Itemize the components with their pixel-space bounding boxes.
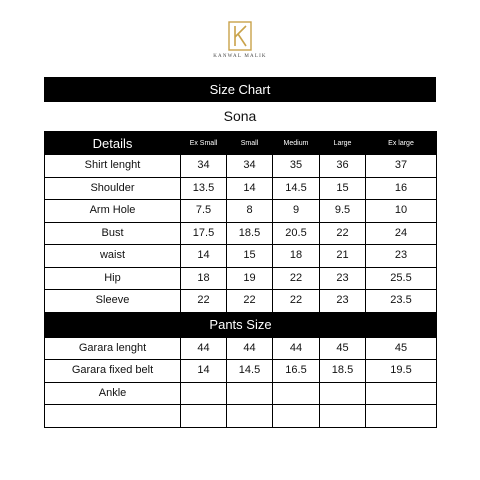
- measurement-cell: 44: [181, 337, 227, 360]
- table-row: [45, 200, 437, 223]
- measurement-cell: 14: [181, 245, 227, 268]
- measurement-cell: 21: [320, 245, 366, 268]
- measurement-cell: 37: [366, 155, 437, 178]
- measurement-cell: 34: [181, 155, 227, 178]
- measurement-cell: 23: [320, 290, 366, 313]
- row-label: Sleeve: [45, 290, 181, 313]
- measurement-cell: 13.5: [181, 177, 227, 200]
- row-label: Arm Hole: [45, 200, 181, 223]
- row-label: waist: [45, 245, 181, 268]
- table-row: [45, 177, 437, 200]
- collection-name: Sona: [223, 108, 257, 124]
- measurement-cell: 23.5: [366, 290, 437, 313]
- measurement-cell: 34: [227, 155, 273, 178]
- measurement-cell: 19: [227, 267, 273, 290]
- measurement-cell: [181, 382, 227, 405]
- measurement-cell: [320, 382, 366, 405]
- row-label: Garara lenght: [45, 337, 181, 360]
- measurement-cell: 8: [227, 200, 273, 223]
- row-label: Ankle: [45, 382, 181, 405]
- row-label: Bust: [45, 222, 181, 245]
- measurement-cell: [320, 405, 366, 428]
- header-size: Medium: [273, 132, 320, 155]
- measurement-cell: 22: [320, 222, 366, 245]
- measurement-cell: 14: [181, 360, 227, 383]
- measurement-cell: 22: [273, 290, 320, 313]
- measurement-cell: 18.5: [320, 360, 366, 383]
- measurement-cell: 16: [366, 177, 437, 200]
- measurement-cell: [366, 382, 437, 405]
- brand-name: KANWAL MALIK: [213, 54, 267, 59]
- row-label: Shoulder: [45, 177, 181, 200]
- measurement-cell: 10: [366, 200, 437, 223]
- k-monogram-icon: [227, 20, 253, 52]
- measurement-cell: 44: [227, 337, 273, 360]
- measurement-cell: 9: [273, 200, 320, 223]
- table-row: [45, 290, 437, 313]
- measurement-cell: 18: [181, 267, 227, 290]
- header-size: Ex large: [366, 132, 437, 155]
- measurement-cell: 15: [320, 177, 366, 200]
- measurement-cell: 45: [320, 337, 366, 360]
- measurement-cell: 7.5: [181, 200, 227, 223]
- measurement-cell: 22: [273, 267, 320, 290]
- measurement-cell: 9.5: [320, 200, 366, 223]
- measurement-cell: 22: [181, 290, 227, 313]
- measurement-cell: 20.5: [273, 222, 320, 245]
- measurement-cell: 35: [273, 155, 320, 178]
- table-row: [45, 360, 437, 383]
- measurement-cell: 25.5: [366, 267, 437, 290]
- page-title: Size Chart: [44, 77, 436, 102]
- measurement-cell: 14: [227, 177, 273, 200]
- section-row: [45, 312, 437, 337]
- row-label: Hip: [45, 267, 181, 290]
- measurement-cell: 14.5: [273, 177, 320, 200]
- table-row: [45, 382, 437, 405]
- measurement-cell: [273, 382, 320, 405]
- measurement-cell: 17.5: [181, 222, 227, 245]
- table-row: [45, 405, 437, 428]
- measurement-cell: 24: [366, 222, 437, 245]
- measurement-cell: 44: [273, 337, 320, 360]
- header-details: Details: [45, 132, 181, 155]
- measurement-cell: 18.5: [227, 222, 273, 245]
- measurement-cell: [273, 405, 320, 428]
- measurement-cell: 16.5: [273, 360, 320, 383]
- brand-logo: [205, 20, 275, 59]
- table-row: [45, 337, 437, 360]
- header-size: Large: [320, 132, 366, 155]
- measurement-cell: 14.5: [227, 360, 273, 383]
- measurement-cell: 45: [366, 337, 437, 360]
- measurement-cell: 23: [366, 245, 437, 268]
- header-size: Ex Small: [181, 132, 227, 155]
- pants-size-heading: Pants Size: [45, 312, 437, 337]
- measurement-cell: 18: [273, 245, 320, 268]
- row-label: Garara fixed belt: [45, 360, 181, 383]
- measurement-cell: 15: [227, 245, 273, 268]
- table-row: [45, 222, 437, 245]
- table-row: [45, 155, 437, 178]
- header-row: [45, 132, 437, 155]
- measurement-cell: [227, 405, 273, 428]
- header-size: Small: [227, 132, 273, 155]
- table-row: [45, 267, 437, 290]
- measurement-cell: [181, 405, 227, 428]
- measurement-cell: [227, 382, 273, 405]
- row-label: [45, 405, 181, 428]
- measurement-cell: 22: [227, 290, 273, 313]
- measurement-cell: [366, 405, 437, 428]
- measurement-cell: 23: [320, 267, 366, 290]
- row-label: Shirt lenght: [45, 155, 181, 178]
- table-row: [45, 245, 437, 268]
- measurement-cell: 19.5: [366, 360, 437, 383]
- measurement-cell: 36: [320, 155, 366, 178]
- size-chart-table: [44, 131, 437, 428]
